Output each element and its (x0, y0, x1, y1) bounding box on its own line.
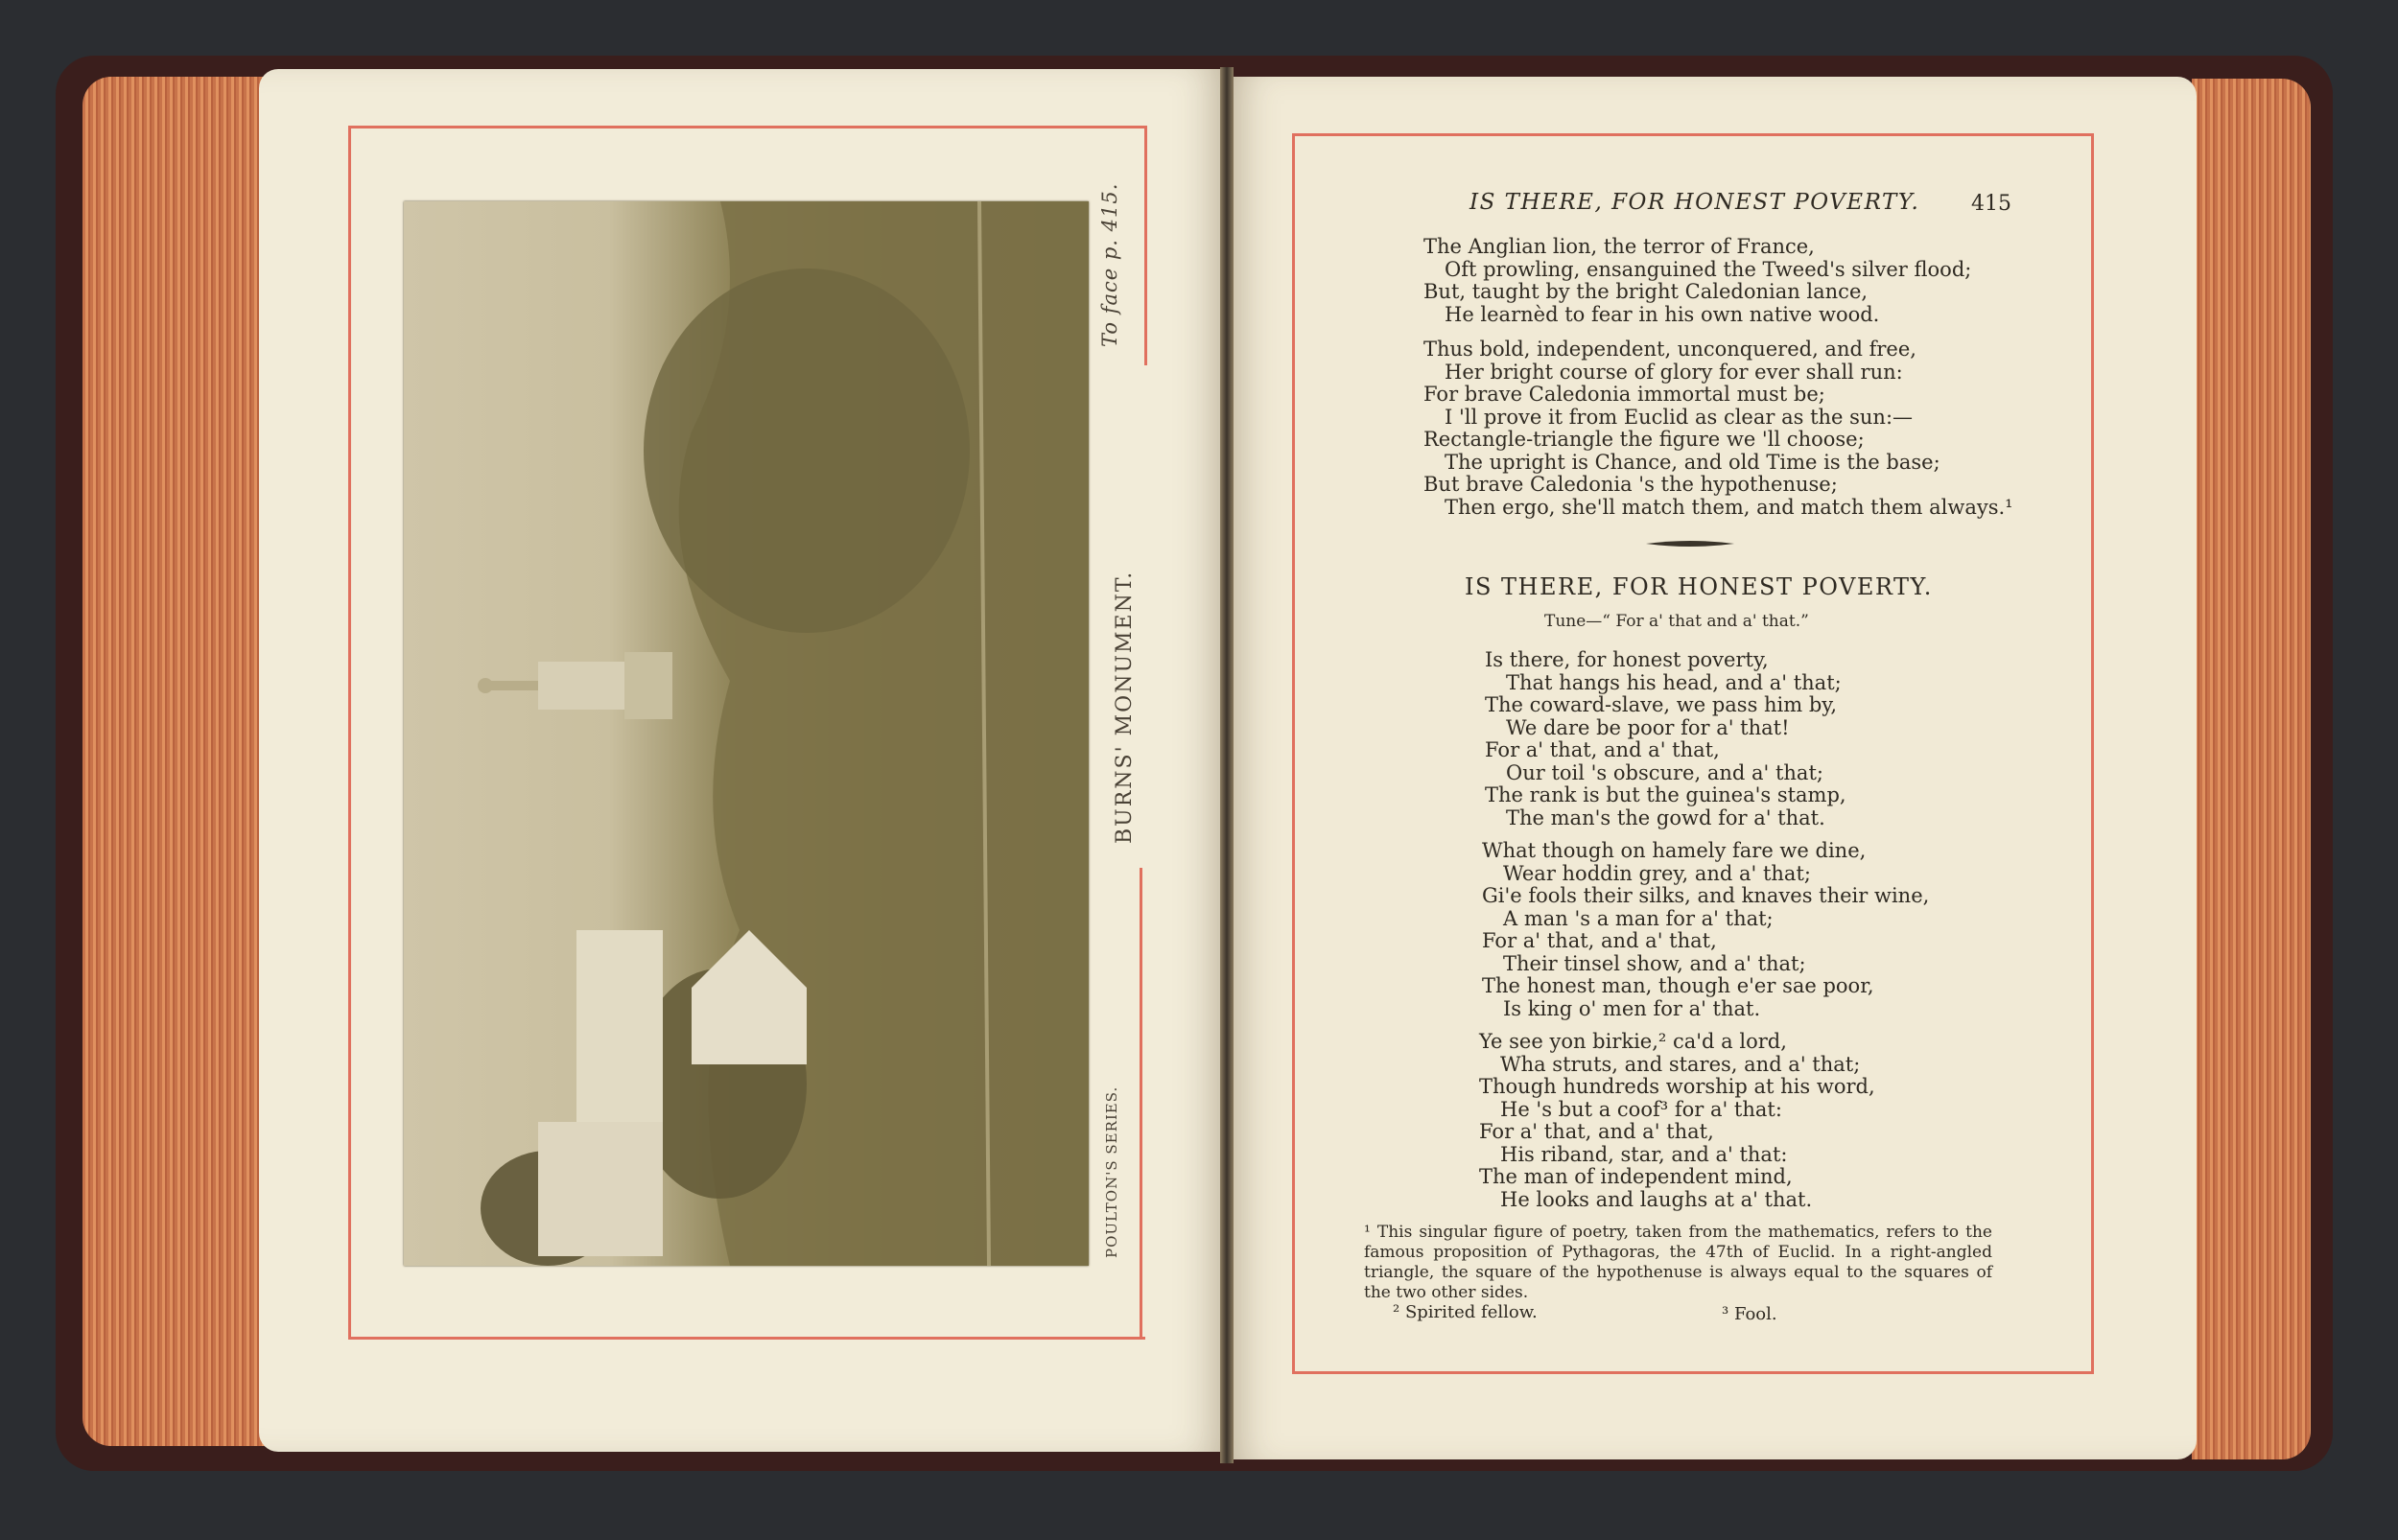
photo-caption: BURNS' MONUMENT. (1113, 570, 1137, 844)
facing-page-note: To face p. 415. (1098, 182, 1121, 347)
verse-line: Is king o' men for a' that. (1503, 996, 1761, 1020)
page-edges-left (82, 77, 274, 1446)
verse-line: The coward-slave, we pass him by, (1485, 693, 1838, 716)
verse-line: He learnèd to fear in his own native wood. (1445, 302, 1880, 326)
verse-line: Their tinsel show, and a' that; (1503, 951, 1806, 975)
verse-line: Thus bold, independent, unconquered, and free, (1423, 338, 1916, 361)
stanza (1479, 1031, 1875, 1211)
verse-line: What though on hamely fare we dine, (1482, 839, 1867, 862)
stanza (1482, 840, 1929, 1020)
verse-line: For a' that, and a' that, (1479, 1120, 1714, 1143)
verse-line: Our toil 's obscure, and a' that; (1506, 760, 1823, 784)
photograph-burns-monument (404, 201, 1089, 1266)
photo-scene (404, 201, 1089, 1266)
verse-line: That hangs his head, and a' that; (1506, 670, 1842, 694)
verse-line: Rectangle-triangle the figure we 'll choose; (1423, 428, 1865, 451)
verse-line: But, taught by the bright Caledonian lance, (1423, 280, 1869, 303)
verse-line: He looks and laughs at a' that. (1500, 1187, 1813, 1211)
border-segment (1144, 126, 1147, 365)
verse-line: The upright is Chance, and old Time is the base; (1445, 450, 1940, 474)
footnote-1: ¹ This singular figure of poetry, taken from the mathematics, refers to the famous proposition of Pythagoras, the 47th of Euclid. In a right-angled triangle, the square of the hypothenuse is always equal to the squares of the two other sides. (1364, 1223, 1992, 1302)
verse-line: For a' that, and a' that, (1485, 738, 1720, 761)
verse-line: We dare be poor for a' that! (1506, 715, 1790, 739)
stanza (1485, 649, 1846, 829)
verse-line: His riband, star, and a' that: (1500, 1142, 1788, 1166)
series-label: POULTON'S SERIES. (1103, 1085, 1120, 1258)
book-gutter (1220, 67, 1234, 1463)
verse-line: A man 's a man for a' that; (1503, 906, 1774, 930)
verse-line: The rank is but the guinea's stamp, (1485, 783, 1846, 806)
verse-line: Gi'e fools their silks, and knaves their wine, (1482, 884, 1930, 907)
verse-line: I 'll prove it from Euclid as clear as the sun:— (1445, 405, 1914, 429)
verse-line: Wear hoddin grey, and a' that; (1503, 861, 1811, 885)
verse-line: For brave Caledonia immortal must be; (1423, 383, 1825, 406)
verse-line: The man's the gowd for a' that. (1506, 805, 1825, 829)
border-segment (1140, 868, 1142, 1338)
stanza (1423, 338, 2013, 519)
verse-line: Her bright course of glory for ever shall run: (1445, 360, 1903, 384)
verse-line: Then ergo, she'll match them, and match them always.¹ (1445, 495, 2013, 519)
footnote-2: ² Spirited fellow. (1393, 1302, 1538, 1322)
verse-line: The Anglian lion, the terror of France, (1423, 235, 1815, 258)
stanza (1423, 236, 1971, 326)
page-number: 415 (1971, 192, 2011, 216)
page-edges-right (2192, 79, 2311, 1459)
verse-line: The man of independent mind, (1479, 1165, 1793, 1188)
running-head: IS THERE, FOR HONEST POVERTY. (1469, 190, 1920, 215)
verse-line: Oft prowling, ensanguined the Tweed's silver flood; (1445, 257, 1972, 281)
poem-tune: Tune—“ For a' that and a' that.” (1544, 612, 1809, 631)
verse-line: The honest man, though e'er sae poor, (1482, 974, 1874, 997)
verse-line: But brave Caledonia 's the hypothenuse; (1423, 473, 1838, 496)
verse-line: Ye see yon birkie,² ca'd a lord, (1479, 1030, 1787, 1053)
ornament-divider (1646, 539, 1734, 548)
verse-line: Though hundreds worship at his word, (1479, 1075, 1875, 1098)
footnote-3: ³ Fool. (1722, 1304, 1777, 1324)
verse-line: Wha struts, and stares, and a' that; (1500, 1052, 1861, 1076)
verse-line: He 's but a coof³ for a' that: (1500, 1097, 1782, 1121)
verse-line: For a' that, and a' that, (1482, 929, 1717, 952)
verse-line: Is there, for honest poverty, (1485, 648, 1769, 671)
poem-title: IS THERE, FOR HONEST POVERTY. (1465, 573, 1933, 600)
